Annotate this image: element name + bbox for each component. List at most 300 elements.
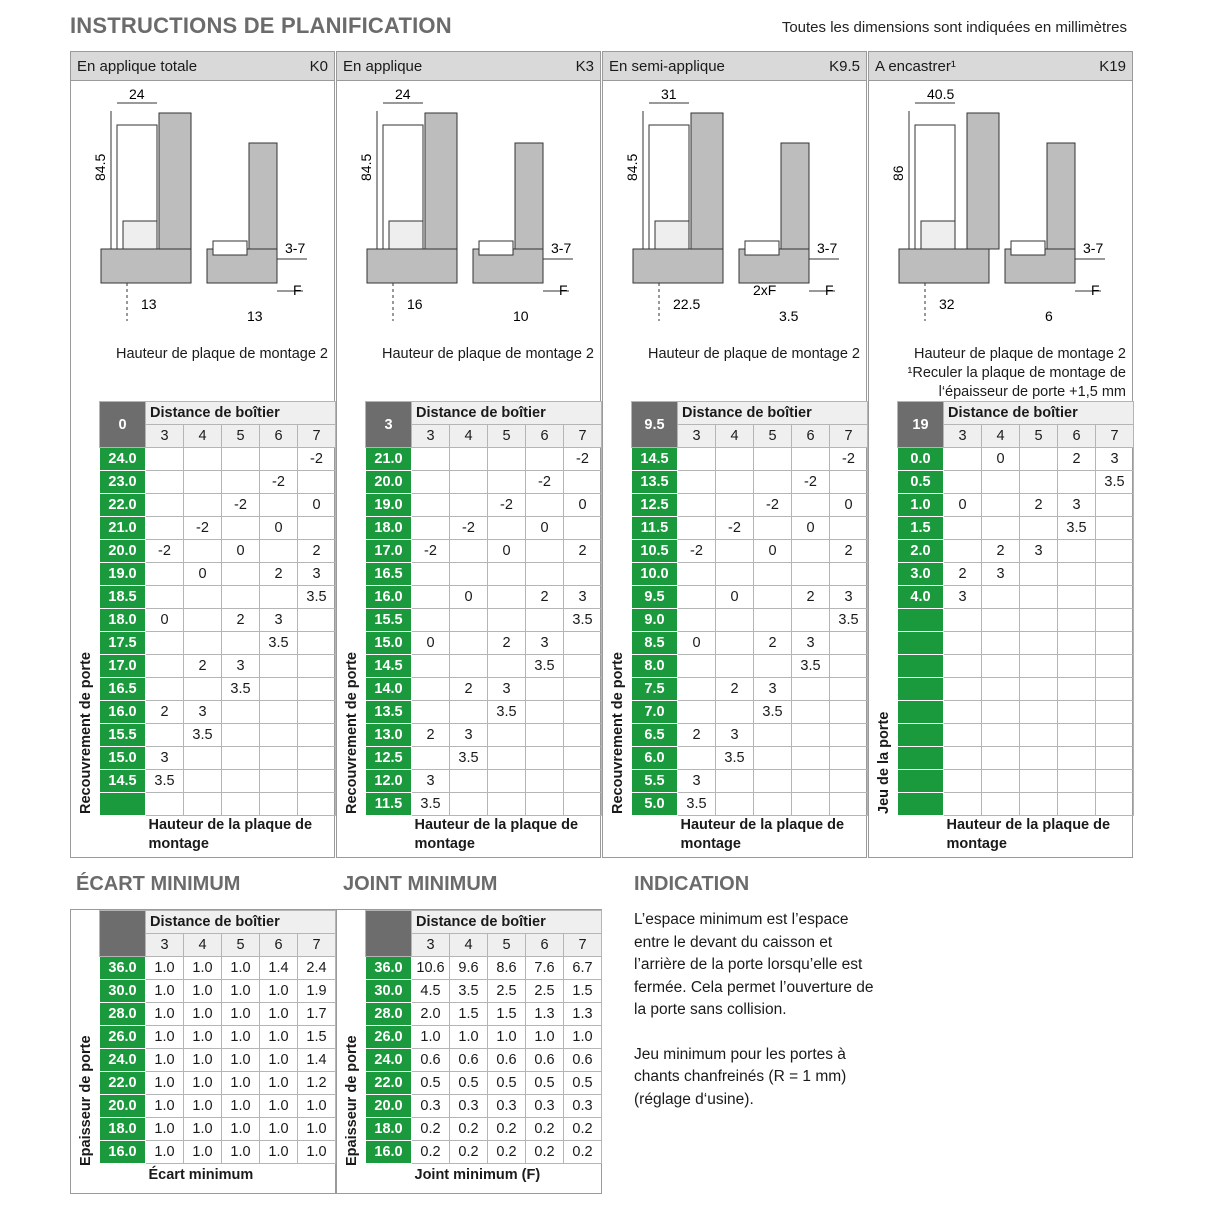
table-cell: -2 <box>146 540 184 563</box>
table-row <box>366 1026 602 1049</box>
table-cell <box>716 609 754 632</box>
table-cell <box>1020 724 1058 747</box>
table-cell: 0.5 <box>412 1072 450 1095</box>
table-cell: -2 <box>564 448 602 471</box>
table-cell <box>184 747 222 770</box>
distance-header: Distance de boîtier <box>146 911 336 934</box>
row-key: 20.0 <box>366 1095 412 1118</box>
table-cell <box>1096 563 1134 586</box>
table-cell: 1.0 <box>146 1141 184 1164</box>
diagram-shape <box>1011 241 1045 255</box>
panel-header <box>869 52 1132 81</box>
column-header: 7 <box>564 934 602 957</box>
table-cell: 3.5 <box>488 701 526 724</box>
table-row <box>366 793 602 816</box>
row-key <box>898 632 944 655</box>
table-cell: 3 <box>526 632 564 655</box>
table-cell <box>488 724 526 747</box>
column-header: 5 <box>222 425 260 448</box>
table-cell <box>754 609 792 632</box>
row-key: 0.0 <box>898 448 944 471</box>
table-cell <box>944 655 982 678</box>
table-cell <box>792 563 830 586</box>
table-cell: 0 <box>716 586 754 609</box>
table-cell <box>1020 609 1058 632</box>
footer-line: montage <box>148 836 209 852</box>
table-row <box>366 678 602 701</box>
table-cell: -2 <box>412 540 450 563</box>
table-cell: 3 <box>146 747 184 770</box>
row-key: 12.5 <box>366 747 412 770</box>
row-key: 15.0 <box>100 747 146 770</box>
table-cell: 3 <box>678 770 716 793</box>
clearance-table <box>365 910 602 1186</box>
dimension-label: 6 <box>1045 308 1053 321</box>
table-cell <box>564 655 602 678</box>
table-row <box>100 957 336 980</box>
table-cell: 3 <box>1058 494 1096 517</box>
row-axis-label: Recouvrement de porte <box>344 652 360 814</box>
table-cell <box>564 701 602 724</box>
table-row <box>366 1072 602 1095</box>
table-cell: 2 <box>222 609 260 632</box>
row-key: 17.0 <box>366 540 412 563</box>
table-row <box>100 609 336 632</box>
table-row <box>632 770 868 793</box>
table-cell: 2.5 <box>526 980 564 1003</box>
table-cell <box>260 701 298 724</box>
table-row <box>100 793 336 816</box>
row-axis-label: Epaisseur de porte <box>78 1035 94 1166</box>
table-cell: 0.6 <box>488 1049 526 1072</box>
panel-code: K0 <box>309 57 328 75</box>
table-cell: 3 <box>754 678 792 701</box>
dimension-label: 3-7 <box>285 240 306 256</box>
column-header: 5 <box>1020 425 1058 448</box>
table-cell: 0 <box>754 540 792 563</box>
table-cell <box>830 678 868 701</box>
table-cell: 3.5 <box>526 655 564 678</box>
table-row <box>366 586 602 609</box>
table-cell: 0.2 <box>412 1118 450 1141</box>
table-cell: 1.9 <box>298 980 336 1003</box>
distance-header: Distance de boîtier <box>146 402 336 425</box>
table-footer <box>678 816 868 855</box>
clearance-table <box>99 910 336 1186</box>
blank-cell <box>100 1164 146 1187</box>
panel-name: A encastrer¹ <box>875 57 956 75</box>
table-cell <box>982 701 1020 724</box>
dimension-label: 84.5 <box>92 153 108 181</box>
table-row <box>100 678 336 701</box>
table-cell <box>830 563 868 586</box>
table-row <box>100 632 336 655</box>
table-row <box>632 793 868 816</box>
column-header: 6 <box>260 934 298 957</box>
table-cell <box>222 471 260 494</box>
table-cell <box>678 471 716 494</box>
row-key: 11.5 <box>632 517 678 540</box>
table-cell: 0.2 <box>526 1141 564 1164</box>
diagram-shape <box>123 221 157 249</box>
table-row <box>898 747 1134 770</box>
table-cell: 3.5 <box>564 609 602 632</box>
blank-cell <box>366 816 412 855</box>
table-cell <box>260 747 298 770</box>
table-cell <box>1096 724 1134 747</box>
table-cell <box>792 494 830 517</box>
table-cell <box>944 632 982 655</box>
table-cell <box>184 540 222 563</box>
table-cell: 2 <box>564 540 602 563</box>
table-cell <box>526 540 564 563</box>
row-key: 20.0 <box>100 540 146 563</box>
table-cell: 1.0 <box>222 1003 260 1026</box>
table-cell: 1.4 <box>260 957 298 980</box>
table-cell: 0 <box>526 517 564 540</box>
row-key <box>100 793 146 816</box>
table-cell <box>564 770 602 793</box>
table-cell: -2 <box>792 471 830 494</box>
table-cell <box>1096 494 1134 517</box>
row-key <box>898 747 944 770</box>
table-cell <box>222 724 260 747</box>
column-header: 4 <box>982 425 1020 448</box>
table-cell: 3 <box>298 563 336 586</box>
table-row <box>632 747 868 770</box>
table-cell <box>716 563 754 586</box>
table-row <box>100 724 336 747</box>
table-cell <box>1058 471 1096 494</box>
table-cell <box>678 609 716 632</box>
table-cell <box>792 747 830 770</box>
table-row <box>632 678 868 701</box>
table-cell <box>222 701 260 724</box>
table-row <box>898 770 1134 793</box>
table-cell <box>678 655 716 678</box>
row-key <box>898 678 944 701</box>
table-cell <box>184 632 222 655</box>
column-header: 3 <box>412 425 450 448</box>
table-cell: -2 <box>678 540 716 563</box>
row-key: 26.0 <box>100 1026 146 1049</box>
column-header: 6 <box>1058 425 1096 448</box>
table-cell <box>564 563 602 586</box>
diagram-shape <box>655 221 689 249</box>
table-cell <box>754 471 792 494</box>
table-cell <box>1058 540 1096 563</box>
table-cell <box>488 517 526 540</box>
table-cell <box>792 793 830 816</box>
row-key: 6.0 <box>632 747 678 770</box>
table-footer <box>944 816 1134 855</box>
table-row <box>898 701 1134 724</box>
table-cell: 3.5 <box>1096 471 1134 494</box>
dimension-label: 3-7 <box>551 240 572 256</box>
row-axis-label: Epaisseur de porte <box>344 1035 360 1166</box>
table-cell <box>298 632 336 655</box>
table-cell <box>146 655 184 678</box>
table-cell <box>982 724 1020 747</box>
table-row <box>632 701 868 724</box>
table-row <box>632 540 868 563</box>
table-cell <box>716 448 754 471</box>
table-cell <box>1096 701 1134 724</box>
row-key: 24.0 <box>366 1049 412 1072</box>
table-row <box>898 724 1134 747</box>
table-row <box>100 540 336 563</box>
table-cell: 1.0 <box>184 1026 222 1049</box>
table-cell: 7.6 <box>526 957 564 980</box>
table-cell <box>412 471 450 494</box>
table-cell <box>678 701 716 724</box>
dimension-label: F <box>825 282 834 298</box>
table-cell: 0.3 <box>564 1095 602 1118</box>
table-cell: 3.5 <box>1058 517 1096 540</box>
row-key: 13.5 <box>632 471 678 494</box>
table-cell: 2 <box>298 540 336 563</box>
table-cell: 2 <box>1058 448 1096 471</box>
table-cell: 0.6 <box>526 1049 564 1072</box>
table-cell <box>184 609 222 632</box>
table-row <box>632 586 868 609</box>
table-cell: 1.0 <box>222 1141 260 1164</box>
table-cell: 0.2 <box>450 1118 488 1141</box>
row-key: 14.5 <box>632 448 678 471</box>
table-cell <box>830 655 868 678</box>
table-cell: 0.2 <box>564 1141 602 1164</box>
table-cell <box>982 770 1020 793</box>
row-key: 14.5 <box>366 655 412 678</box>
row-key: 15.5 <box>366 609 412 632</box>
table-cell: 3 <box>184 701 222 724</box>
dimension-label: F <box>559 282 568 298</box>
row-key: 36.0 <box>366 957 412 980</box>
hinge-diagram <box>869 81 1134 321</box>
row-key: 18.0 <box>366 517 412 540</box>
table-row <box>366 770 602 793</box>
table-cell <box>944 471 982 494</box>
table-cell <box>716 793 754 816</box>
table-cell <box>830 517 868 540</box>
row-key: 0.5 <box>898 471 944 494</box>
table-row <box>632 609 868 632</box>
column-header: 3 <box>146 425 184 448</box>
row-key: 17.5 <box>100 632 146 655</box>
table-row <box>632 632 868 655</box>
column-header: 6 <box>792 425 830 448</box>
table-cell <box>146 471 184 494</box>
table-cell: 2 <box>184 655 222 678</box>
row-axis-label: Recouvrement de porte <box>610 652 626 814</box>
table-cell <box>526 448 564 471</box>
table-row <box>100 1118 336 1141</box>
row-key: 12.0 <box>366 770 412 793</box>
table-cell <box>526 701 564 724</box>
table-cell: 0 <box>412 632 450 655</box>
table-cell <box>488 609 526 632</box>
table-cell: 3.5 <box>412 793 450 816</box>
table-row <box>898 632 1134 655</box>
table-cell <box>982 471 1020 494</box>
table-cell: 2 <box>754 632 792 655</box>
table-cell: 1.0 <box>260 1026 298 1049</box>
table-cell <box>526 724 564 747</box>
table-cell <box>1058 563 1096 586</box>
diagram-shape <box>515 143 543 249</box>
diagram-shape <box>479 241 513 255</box>
table-cell <box>716 632 754 655</box>
table-cell <box>146 793 184 816</box>
table-cell <box>678 517 716 540</box>
panel-caption <box>648 345 860 364</box>
corner-cell: 3 <box>366 402 412 448</box>
table-row <box>100 471 336 494</box>
table-cell <box>1096 586 1134 609</box>
table-cell <box>1020 632 1058 655</box>
table-cell: 1.0 <box>260 1118 298 1141</box>
table-cell: 1.0 <box>184 957 222 980</box>
table-cell <box>450 655 488 678</box>
table-cell <box>450 563 488 586</box>
adjustment-table <box>99 401 336 854</box>
table-cell: 1.0 <box>222 1049 260 1072</box>
table-footer <box>146 816 336 855</box>
table-cell <box>982 586 1020 609</box>
table-cell: 0 <box>982 448 1020 471</box>
adjustment-table <box>631 401 868 854</box>
table-cell: 0.3 <box>526 1095 564 1118</box>
blank-cell <box>100 816 146 855</box>
table-cell: 3.5 <box>792 655 830 678</box>
table-cell <box>526 609 564 632</box>
corner-cell: 19 <box>898 402 944 448</box>
row-key: 5.5 <box>632 770 678 793</box>
table-row <box>366 448 602 471</box>
footer-line: montage <box>946 836 1007 852</box>
table-cell: -2 <box>830 448 868 471</box>
table-cell: 1.0 <box>222 957 260 980</box>
table-cell <box>526 793 564 816</box>
table-cell: 2 <box>450 678 488 701</box>
row-key: 9.5 <box>632 586 678 609</box>
table-cell <box>526 770 564 793</box>
table-cell: 1.7 <box>298 1003 336 1026</box>
table-cell <box>412 563 450 586</box>
table-cell <box>146 586 184 609</box>
table-cell: 1.0 <box>184 1072 222 1095</box>
table-cell <box>260 770 298 793</box>
table-cell <box>412 494 450 517</box>
distance-header: Distance de boîtier <box>944 402 1134 425</box>
table-cell: 1.0 <box>222 980 260 1003</box>
table-cell <box>1058 793 1096 816</box>
table-cell: 3 <box>716 724 754 747</box>
table-cell: 1.4 <box>298 1049 336 1072</box>
column-header: 6 <box>526 425 564 448</box>
row-key: 20.0 <box>100 1095 146 1118</box>
table-cell <box>678 747 716 770</box>
blank-cell <box>898 816 944 855</box>
table-cell: 1.0 <box>412 1026 450 1049</box>
row-key: 15.5 <box>100 724 146 747</box>
table-cell: 2 <box>526 586 564 609</box>
table-cell <box>982 632 1020 655</box>
column-header: 7 <box>1096 425 1134 448</box>
table-cell: 0 <box>222 540 260 563</box>
table-cell <box>944 770 982 793</box>
table-cell: 0.3 <box>488 1095 526 1118</box>
column-header: 3 <box>678 425 716 448</box>
table-cell: 1.0 <box>222 1095 260 1118</box>
table-cell <box>412 701 450 724</box>
corner-cell <box>366 911 412 957</box>
table-cell <box>146 448 184 471</box>
table-cell <box>488 563 526 586</box>
table-cell <box>792 724 830 747</box>
diagram-area <box>337 81 602 321</box>
table-cell: -2 <box>298 448 336 471</box>
row-key: 14.0 <box>366 678 412 701</box>
table-cell <box>260 724 298 747</box>
panel-name: En semi-applique <box>609 57 725 75</box>
table-row <box>366 1118 602 1141</box>
table-cell: 0.6 <box>412 1049 450 1072</box>
table-cell <box>678 494 716 517</box>
table-cell: 6.7 <box>564 957 602 980</box>
table-cell: 0.3 <box>450 1095 488 1118</box>
table-cell: 1.0 <box>184 1141 222 1164</box>
table-cell <box>450 701 488 724</box>
column-header: 5 <box>754 425 792 448</box>
column-header: 7 <box>298 425 336 448</box>
table-cell: 3 <box>564 586 602 609</box>
row-key: 14.5 <box>100 770 146 793</box>
table-cell: 1.3 <box>526 1003 564 1026</box>
table-cell <box>678 563 716 586</box>
dimension-label: 13 <box>247 308 263 321</box>
table-cell <box>830 770 868 793</box>
diagram-shape <box>159 113 191 249</box>
table-cell <box>412 655 450 678</box>
table-cell: 3.5 <box>222 678 260 701</box>
table-cell <box>1020 471 1058 494</box>
table-cell: 2 <box>260 563 298 586</box>
table-cell: 1.5 <box>488 1003 526 1026</box>
table-cell: 1.0 <box>526 1026 564 1049</box>
row-key: 19.0 <box>366 494 412 517</box>
table-cell <box>146 494 184 517</box>
panel-name: En applique <box>343 57 423 75</box>
diagram-shape <box>213 241 247 255</box>
table-cell: 3 <box>792 632 830 655</box>
table-cell: 2 <box>412 724 450 747</box>
table-cell: 1.0 <box>450 1026 488 1049</box>
table-cell <box>754 563 792 586</box>
table-cell: 0 <box>260 517 298 540</box>
row-key: 18.0 <box>100 1118 146 1141</box>
table-cell: 1.0 <box>564 1026 602 1049</box>
table-row <box>898 517 1134 540</box>
table-cell <box>830 471 868 494</box>
table-cell <box>716 494 754 517</box>
table-cell: 0 <box>564 494 602 517</box>
table-cell <box>222 747 260 770</box>
table-cell: 1.2 <box>298 1072 336 1095</box>
table-cell <box>260 678 298 701</box>
table-row <box>898 609 1134 632</box>
column-header: 5 <box>222 934 260 957</box>
